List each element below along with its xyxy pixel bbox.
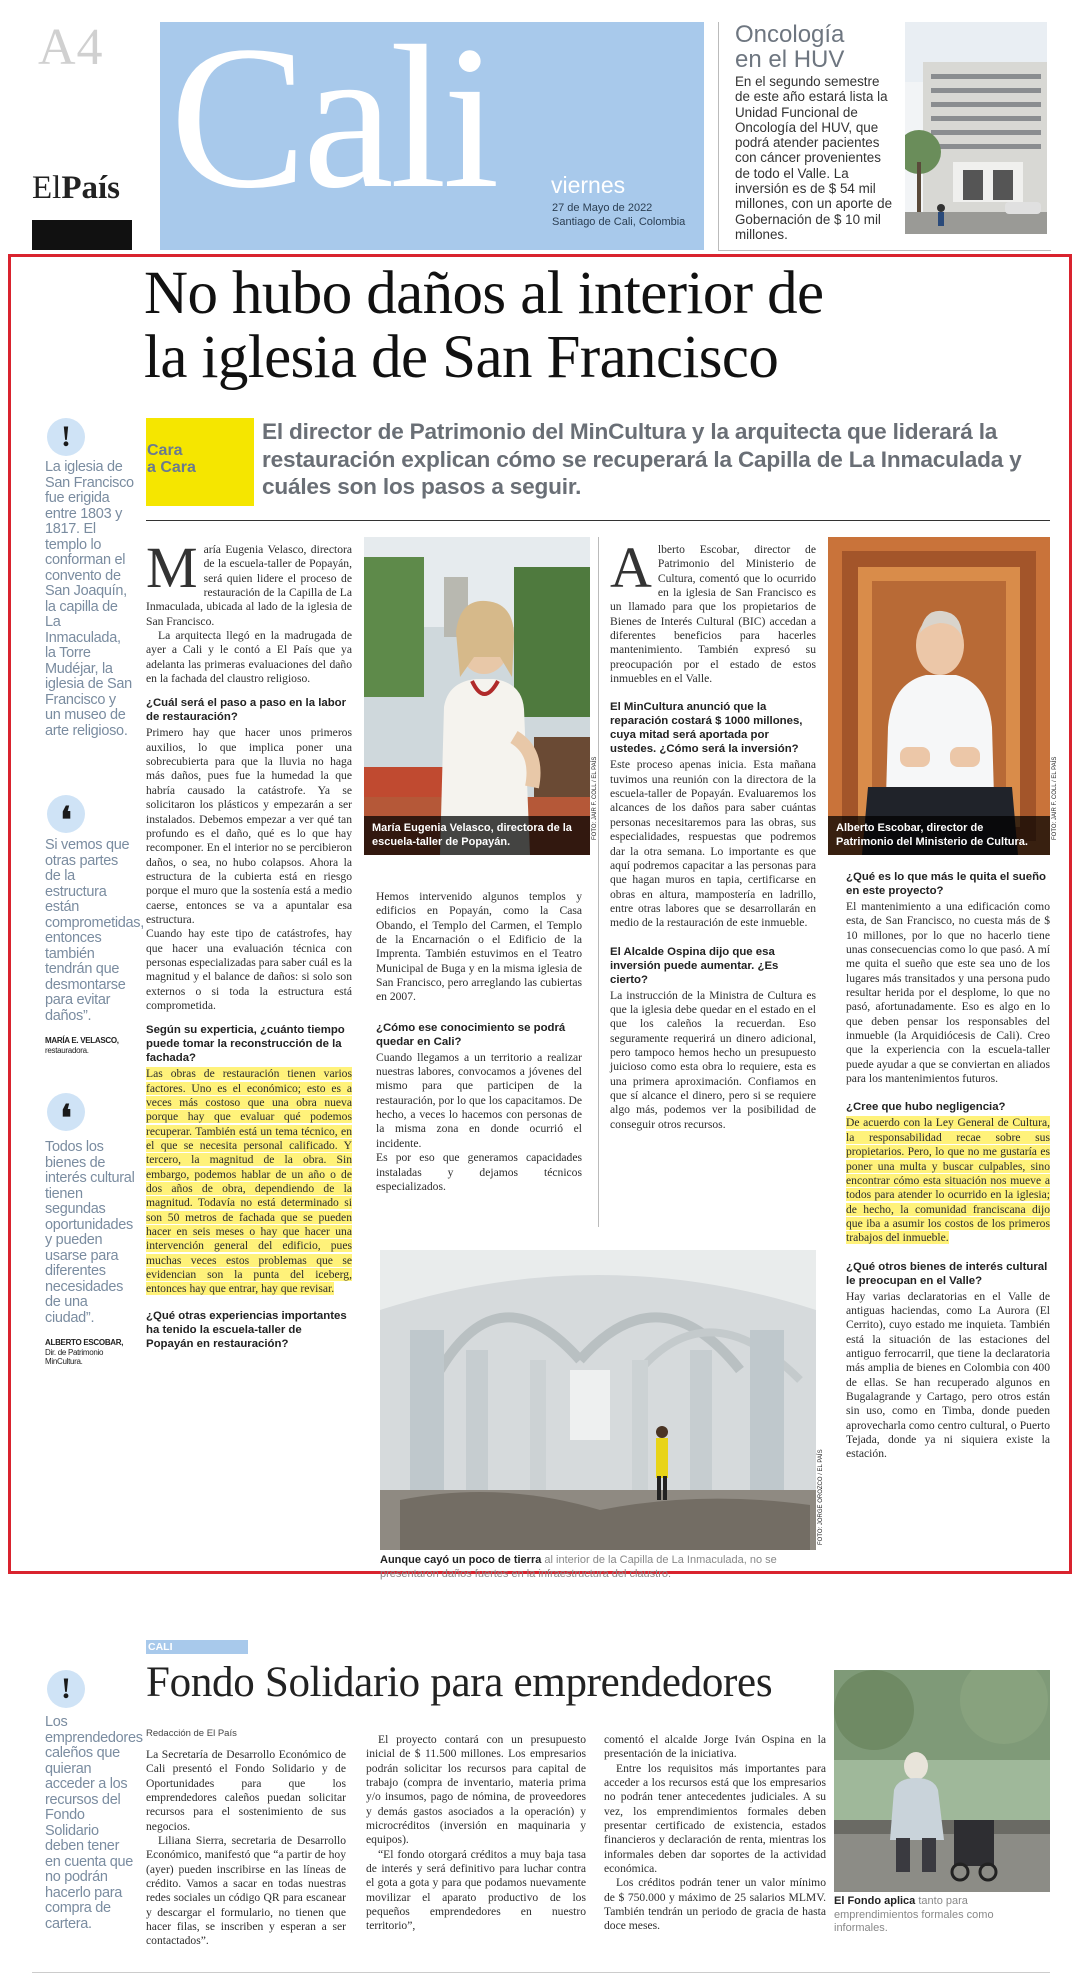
photo-church-caption — [380, 1554, 816, 1581]
photo-fondo-caption-rest: tanto para emprendimientos formales como informales. — [834, 1895, 994, 1934]
col1-question-1: ¿Cuál será el paso a paso en la labor de restauración? — [146, 697, 347, 724]
promo-box — [718, 22, 1051, 251]
sidebar-quote-velasco-text: Si vemos que otras partes de la estructura están comprometidas, entonces también tendrán que desmontarse para evitar daños”. — [45, 837, 144, 1024]
article-headline — [144, 262, 1044, 390]
quote-icon: ❛ — [47, 795, 85, 833]
sidebar-quote-escobar-role: Dir. de Patrimonio MinCultura. — [45, 1347, 104, 1366]
col4-question-2: ¿Cree que hubo negligencia? — [846, 1101, 1006, 1114]
issue-day: viernes — [551, 172, 626, 198]
photo-church-caption-bold: Aunque cayó un poco de tierra — [380, 1554, 542, 1566]
brand-logo — [32, 170, 120, 207]
second-column-2 — [366, 1733, 586, 1934]
quote-icon: ❛ — [47, 1093, 85, 1131]
col2-question-4: ¿Cómo ese conocimiento se podrá quedar en Cali? — [376, 1021, 566, 1048]
photo-velasco — [364, 537, 590, 855]
kicker-line2: a Cara — [147, 459, 196, 476]
col2-answer-4b: Es por eso que generamos capacidades instaladas y dejamos técnicos especializados. — [376, 1151, 582, 1193]
col3-question-2: El Alcalde Ospina dijo que esa inversión puede aumentar. ¿Es cierto? — [610, 945, 779, 986]
second-col2-p2: “El fondo otorgará créditos a muy baja tasa de interés y será definitivo para luchar contra el gota a gota y para que podamos nuevamente movilizar el aparato productivo de los pequeños emprendedores en nuestro territorio”, — [366, 1847, 586, 1933]
sidebar-quote-escobar — [45, 1140, 135, 1367]
article-deck: El director de Patrimonio del MinCultura y la arquitecta que liderará la restauración explican cómo se recuperará la Capilla de La Inmaculada y cuáles son los pasos a seguir. — [262, 419, 1022, 499]
promo-body: En el segundo semestre de este año estará lista la Unidad Funcional de Oncología del HUV, que podrá atender pacientes con cáncer provenientes de todo el Valle. La inversión es de $ 54 mil millones, con un aporte de Gobernación de $ 10 mil millones. — [735, 74, 893, 242]
col3-question-1: El MinCultura anunció que la reparación costará $ 1000 millones, cuya mitad será aportada por ustedes. ¿Cómo será la inversión? — [610, 701, 803, 756]
second-col3-p2: Entre los requisitos más importantes para acceder a los recursos está que los empresarios no podrán tener antecedentes judiciales. A su vez, los emprendimientos formales deben presentar certificado de existencia, estados financieros y declaración de renta, mientras los informales deben dar soportes de la actividad económica. — [604, 1761, 826, 1876]
photo-fondo-caption — [834, 1895, 1050, 1936]
col1-answer-2 — [146, 1067, 352, 1297]
second-column-3 — [604, 1733, 826, 1934]
second-byline: Redacción de El País — [146, 1728, 237, 1739]
col1-question-2: Según su experticia, ¿cuánto tiempo puede tomar la reconstrucción de la fachada? — [146, 1024, 345, 1065]
issue-date: 27 de Mayo de 2022 — [552, 202, 653, 214]
kicker-badge — [146, 418, 254, 506]
second-sidebar: Los emprendedores caleños que quieran acceder a los recursos del Fondo Solidario deben tener en cuenta que no podrán hacerlo para compra de cartera. — [45, 1714, 143, 1932]
column-divider — [598, 537, 599, 1227]
photo-velasco-caption: María Eugenia Velasco, directora de la escuela-taller de Popayán. — [364, 816, 590, 855]
issue-place: Santiago de Cali, Colombia — [552, 216, 686, 228]
exclamation-icon: ! — [47, 418, 85, 456]
sidebar-quote-escobar-attrib — [45, 1338, 135, 1367]
col4-answer-2 — [846, 1116, 1050, 1245]
sidebar-quote-escobar-text: Todos los bienes de interés cultural tienen segundas oportunidades y pueden usarse para diferentes necesidades de una ciudad”. — [45, 1139, 135, 1326]
promo-title — [735, 22, 844, 72]
church-interior-image — [380, 1250, 816, 1550]
article-column-velasco — [146, 535, 353, 1353]
photo-escobar — [828, 537, 1050, 855]
section-tag-text: CALI — [148, 1641, 173, 1653]
deck-rule — [146, 520, 1050, 521]
photo-escobar-credit: FOTO: JAIR F. COLL / EL PAÍS — [1052, 756, 1058, 840]
second-col1-p2: Liliana Sierra, secretaria de Desarrollo Económico, manifestó que “a partir de hoy (ayer) pueden inscribirse en las líneas de crédito. Vamos a sacar en todas nuestras redes sociales un código QR para escanear y descargar el formulario, no tienen que hacer filas, se inscriben y esperan a ser contactados”. — [146, 1834, 346, 1948]
page-bottom-rule — [32, 1972, 1050, 1973]
col3-answer-1: Este proceso apenas inicia. Esta mañana tuvimos una reunión con la directora de la escuela-taller de Popayán. Evaluaremos los alcances de los daños para saber cuántas personas necesitaremos para las obras, sus especialidades, respuestas que podremos dar la otra semana. Lo importante es que aquí podremos capacitar a las personas para que hagan muros en tapia, certificarse en obras en altura, mampostería en ladrillo, entre otras labores que se desarrollarán en medio de la restauración de este inmueble. — [610, 758, 816, 930]
col3-intro: lberto Escobar, director de Patrimonio del Ministerio de Cultura, comentó que lo ocurrido en la iglesia de San Francisco es un llamado para que los propietarios de Bienes de Interés Cultural (BIC) accedan a diferentes beneficios para hacerles mantenimiento. También expresó su preocupación por el estado de estos inmuebles en el Valle. — [610, 543, 816, 686]
col1-intro: aría Eugenia Velasco, directora de la escuela-taller de Popayán, será quien lidere el proceso de restauración de la Capilla de La Inmaculada, ubicada al lado de la iglesia de San Francisco. — [146, 543, 352, 628]
photo-fondo-caption-bold: El Fondo aplica — [834, 1895, 916, 1907]
col1-answer-1 — [146, 726, 352, 927]
page-number: A4 — [38, 19, 104, 76]
brand-logo-el: El — [32, 170, 62, 206]
col1-answer-2-highlight: Las obras de restauración tienen varios factores. Uno es el económico; esto es a veces más costoso que una obra nueva porque hay que evaluar qué podemos recuperar. También está un tema técnico, en el que se necesita personal calificado. Y tercero, la magnitud de la obra. Sin embargo, podemos hablar de un año o de dos años de obra, dependiendo de la magnitud. Todavía no está determinado si son 50 metros de fachada que se pueden hacer en seis meses o hay que hacer una intervención general del edificio, pues muchas veces estos problemas que se evidencian son la punta del iceberg, entonces hay que entrar, hay que revisar. — [146, 1067, 352, 1296]
dropcap-m: M — [146, 535, 198, 600]
article-column-escobar-continuation — [846, 870, 1050, 1462]
col4-question-1: ¿Qué es lo que más le quita el sueño en este proyecto? — [846, 871, 1047, 897]
sidebar-quote-velasco-role: restauradora. — [45, 1045, 89, 1055]
article-column-escobar — [610, 535, 816, 1132]
sidebar-fact: La iglesia de San Francisco fue erigida entre 1803 y 1817. El templo lo conforman el convento de San Joaquín, la capilla de La Inmaculada, la Torre Mudéjar, la iglesia de San Francisco y un museo de arte religioso. — [45, 459, 134, 739]
article-column-continuation — [376, 890, 582, 1194]
section-banner — [160, 22, 704, 250]
col4-answer-3: Hay varias declaratorias en el Valle de antiguas haciendas, como La Aurora (El Cerrito), cuyo estado me inquieta. También está la situación de las estaciones del antiguo ferrocarril, que tiene la declaratoria más amplia de bienes en Colombia con 400 de ellas. Se han recuperado algunos en Bugalagrande y Cartago, pero otros están sin uso, como en Timba, donde pueden aprovecharla como centro cultural, o Puerto Tejada, donde ya ni siquiera existe la estación. — [846, 1289, 1050, 1461]
col1-answer-1b: Cuando hay este tipo de catástrofes, hay que hacer una evaluación técnica con personas especializadas para saber cuál es la magnitud y el balance de daños: si solo son externos o si toda la estructura está comprometida. — [146, 927, 353, 1012]
photo-church-credit: FOTO: JORGE OROZCO / EL PAÍS — [818, 1449, 824, 1545]
col4-answer-2-highlight: De acuerdo con la Ley General de Cultura, la responsabilidad recae sobre sus propietarios. Pero, lo que no me gustaría es poner una multa y buscar culpables, sino encontrar cómo esta situación nos mueve a todos para atender lo ocurrido en la iglesia; de hecho, la comunidad franciscana dijo que iba a asumir los costos de los primeros trabajos del inmueble. — [846, 1116, 1050, 1245]
sidebar-quote-velasco-name: MARÍA E. VELASCO, — [45, 1036, 119, 1045]
article-headline-line2: la iglesia de San Francisco — [144, 324, 779, 391]
second-col2-p1: El proyecto contará con un presupuesto inicial de $ 11.500 millones. Los empresarios podrán solicitar los recursos para capital de trabajo (compra de inventario, materia prima y/o insumos, pago de nómina, de proveedores y demás gastos asociados a la operación) y microcréditos (inversión en maquinaria y equipos). — [366, 1733, 586, 1847]
promo-title-line2: en el HUV — [735, 46, 845, 73]
brand-bar — [32, 220, 132, 250]
brand-logo-pais: País — [61, 170, 120, 206]
kicker-line1: Cara — [147, 442, 183, 459]
second-col1-p1: La Secretaría de Desarrollo Económico de Cali presentó el Fondo Solidario y de Oportunidades para que los emprendedores caleños puedan solicitar recursos para el sostenimiento de sus negocios. — [146, 1748, 346, 1833]
col1-p2: La arquitecta llegó en la madrugada de ayer a Cali y le contó a El País que ya adelanta las primeras evaluaciones del daño en la fachada del claustro religioso. — [146, 629, 352, 686]
photo-velasco-credit: FOTO: JAIR F. COLL / EL PAÍS — [592, 756, 598, 840]
escobar-portrait — [828, 537, 1050, 855]
exclamation-icon: ! — [47, 1670, 85, 1708]
hospital-building-photo — [905, 22, 1047, 234]
photo-church-interior — [380, 1250, 816, 1550]
promo-title-line1: Oncología — [735, 21, 845, 48]
dropcap-a: A — [610, 535, 652, 600]
sidebar-quote-velasco-attrib — [45, 1036, 135, 1055]
photo-fondo — [834, 1670, 1050, 1892]
col3-answer-2: La instrucción de la Ministra de Cultura es que la iglesia debe quedar en el estado en el que los caleños la recuerdan. Eso seguramente requerirá un dinero adicional, pero tampoco hemos hecho un presupuesto juicioso como esta obra lo requiere, esta es una primera aproximación. Confiamos en que sí alcance el dinero, pero si se requiere algo más, podemos ver la posibilidad de conseguir otros recursos. — [610, 988, 816, 1131]
col2-answer-3: Hemos intervenido algunos templos y edificios en Popayán, como la Casa Obando, el Templo del Carmen, el Templo de la Encarnación o el Edificio de la Imprenta. También estuvimos en el Teatro Municipal de Buga y en la misma iglesia de San Francisco, pero arreglando las cubiertas en 2007. — [376, 890, 582, 1004]
second-column-1 — [146, 1748, 346, 1949]
sidebar-quote-velasco — [45, 837, 144, 1055]
col1-answer-1a: Primero hay que hacer unos primeros auxilios, lo que implica poner una sobrecubierta para que la lluvia no haga más daños, pues fue la humedad la que habría causado la catástrofe. Ya se solicitaron los plásticos y empezarán a ser instalados. Debemos empezar a ver qué tan profundo es el daño, qué es lo que hay recomponer. En el interior no se percibieron daños, o sea, no hubo colapsos. Ahora la estructura de la cubierta está en riesgo porque el muro que la sostenía está a medio caerse, entonces se va a apuntalar esa estructura. — [146, 726, 352, 926]
photo-church-caption-rest: al interior de la Capilla de La Inmaculada, no se presentaron daños fuertes en la infraestructura del claustro. — [380, 1554, 777, 1580]
col2-answer-4: Cuando llegamos a un territorio a realizar nuestras labores, convocamos a jóvenes del mismo para que participen de la restauración, por lo que los capacitamos. De hecho, a veces lo hacemos con personas de la misma zona en donde ocurrió el incidente. — [376, 1050, 582, 1150]
second-col3-p3: Los créditos podrán tener un valor mínimo de $ 750.000 y máximo de 25 salarios MLMV. También tendrán un periodo de gracia de hasta doce meses. — [604, 1876, 826, 1933]
second-headline: Fondo Solidario para emprendedores — [146, 1659, 773, 1706]
photo-escobar-caption: Alberto Escobar, director de Patrimonio del Ministerio de Cultura. — [828, 816, 1050, 855]
col1-question-3: ¿Qué otras experiencias importantes ha tenido la escuela-taller de Popayán en restauración? — [146, 1309, 347, 1350]
section-tag — [146, 1640, 248, 1654]
col4-answer-1: El mantenimiento a una edificación como esta, de San Francisco, no cuesta más de $ 10 millones, por lo que no hacerlo tiene unas consecuencias como lo que pasó. A mí me quita el sueño que este sea uno de los lugares más transitados y una persona pudo resultar herida por el desplome, lo que no pasó, afortunadamente. Eso es algo en lo que deben pensar los responsables del inmueble (la Arquidiócesis de Cali). Creo que la experiencia con la escuela-taller puede ayudar a que se conviertan en aliados para los mantenimientos futuros. — [846, 900, 1050, 1086]
elderly-man-bench-photo — [834, 1670, 1050, 1892]
velasco-portrait — [364, 537, 590, 855]
article-headline-line1: No hubo daños al interior de — [144, 260, 824, 327]
promo-photo — [905, 22, 1047, 234]
second-col3-p1: comentó el alcalde Jorge Iván Ospina en la presentación de la iniciativa. — [604, 1733, 826, 1761]
section-title: Cali — [170, 22, 496, 231]
col4-question-3: ¿Qué otros bienes de interés cultural le preocupan en el Valle? — [846, 1260, 1048, 1287]
sidebar-quote-escobar-name: ALBERTO ESCOBAR, — [45, 1338, 124, 1347]
